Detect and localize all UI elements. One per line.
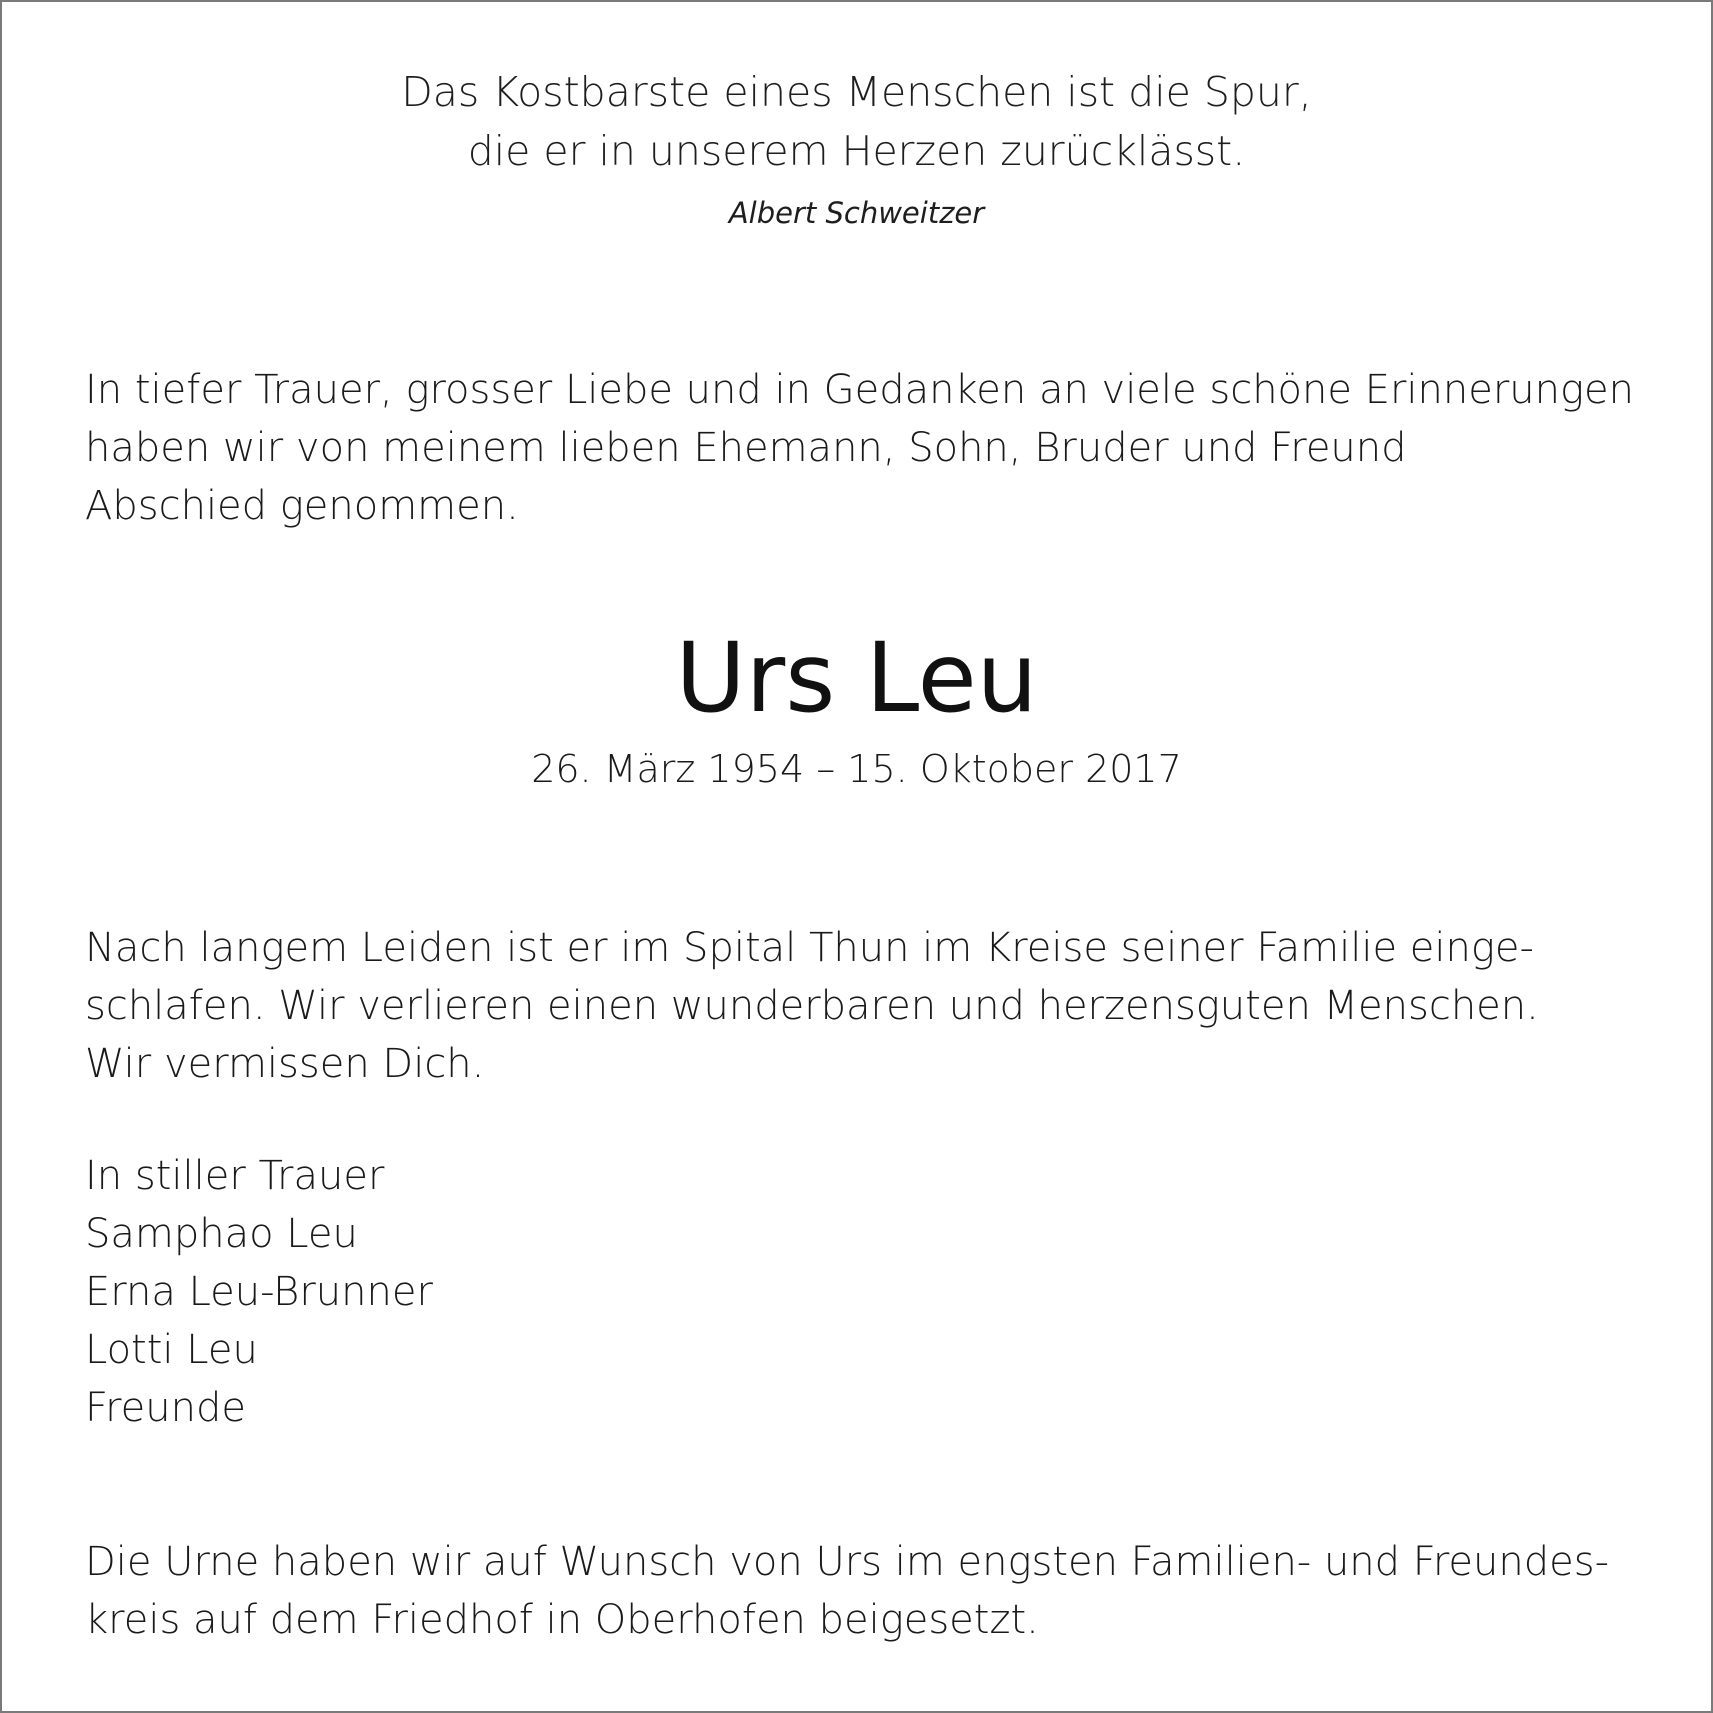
mourner-name: Freunde: [85, 1385, 246, 1431]
quote-author: Albert Schweitzer: [728, 196, 985, 230]
message-line-1: Nach langem Leiden ist er im Spital Thun im Kreise seiner Familie einge-: [85, 925, 1534, 971]
intro-line-2: haben wir von meinem lieben Ehemann, Sohn, Bruder und Freund: [85, 425, 1407, 471]
intro-line-3: Abschied genommen.: [85, 483, 519, 529]
mourner-name: Erna Leu-Brunner: [85, 1269, 433, 1315]
quote-line-2: die er in unserem Herzen zurücklässt.: [467, 127, 1246, 175]
mourner-name: Lotti Leu: [85, 1327, 258, 1373]
closing-line-1: Die Urne haben wir auf Wunsch von Urs im engsten Familien- und Freundes-: [85, 1539, 1610, 1585]
intro-line-1: In tiefer Trauer, grosser Liebe und in Gedanken an viele schöne Erinnerungen: [85, 367, 1634, 413]
life-dates: 26. März 1954 – 15. Oktober 2017: [531, 747, 1182, 791]
closing-line-2: kreis auf dem Friedhof in Oberhofen beigesetzt.: [85, 1597, 1039, 1643]
quote-line-1: Das Kostbarste eines Menschen ist die Spur,: [401, 68, 1312, 116]
mourner-name: Samphao Leu: [85, 1211, 358, 1257]
message-line-3: Wir vermissen Dich.: [85, 1041, 485, 1087]
message-line-2: schlafen. Wir verlieren einen wunderbaren und herzensguten Menschen.: [85, 983, 1539, 1029]
mourners-heading: In stiller Trauer: [85, 1153, 385, 1199]
deceased-name: Urs Leu: [675, 622, 1038, 734]
